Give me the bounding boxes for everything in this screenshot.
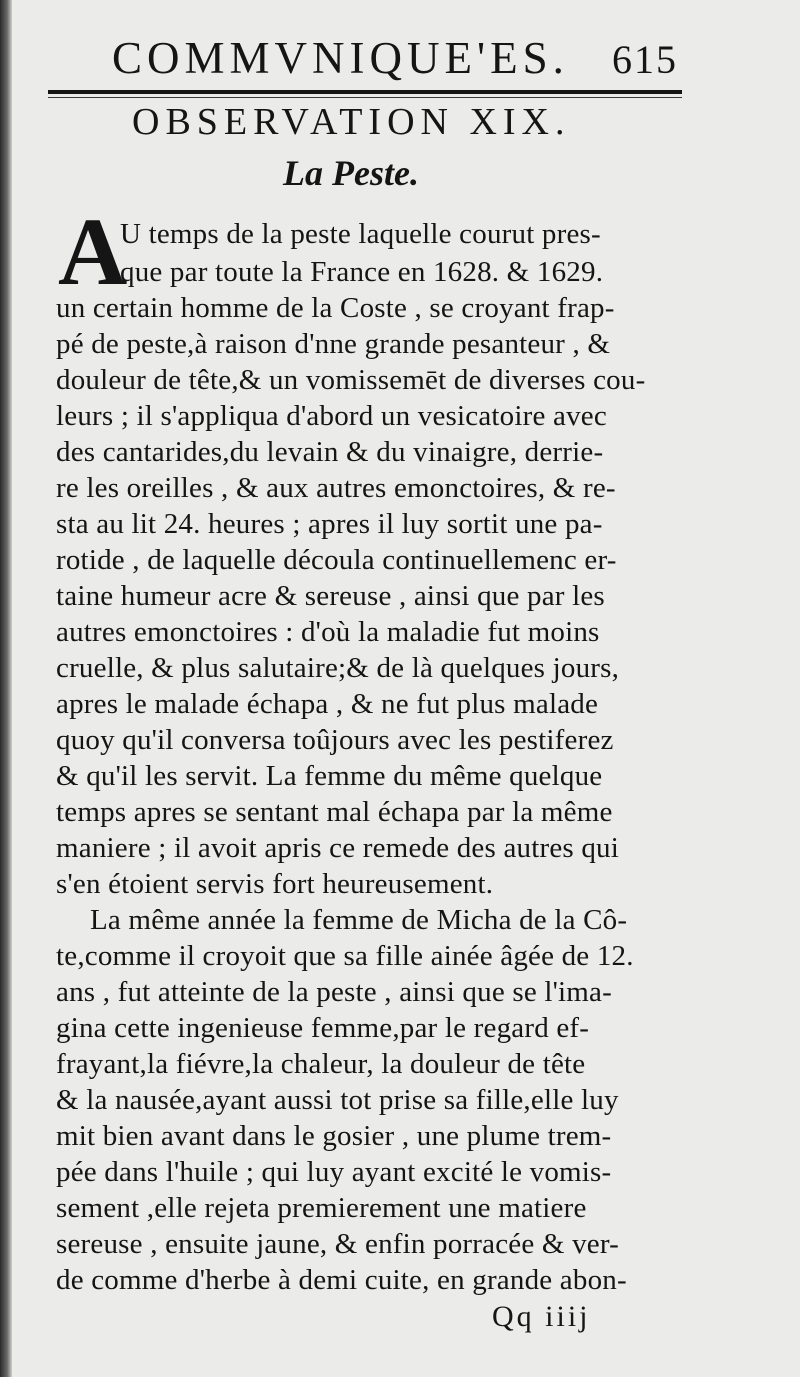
page-number: 615	[612, 37, 678, 82]
text-line: pée dans l'huile ; qui luy ayant excité le vomis-	[56, 1156, 612, 1188]
text-line: La même année la femme de Micha de la Cô-	[90, 904, 628, 936]
text-line: des cantarides,du levain & du vinaigre, derrie-	[56, 436, 604, 468]
text-line: apres le malade échapa , & ne fut plus malade	[56, 688, 599, 720]
text-line: de comme d'herbe à demi cuite, en grande abon-	[56, 1264, 627, 1296]
text-line: gina cette ingenieuse femme,par le regard ef-	[56, 1012, 590, 1044]
text-line: s'en étoient servis fort heureusement.	[56, 868, 494, 900]
text-line: un certain homme de la Coste , se croyant frap-	[56, 292, 615, 324]
text-line: mit bien avant dans le gosier , une plume trem-	[56, 1120, 612, 1152]
text-line: rotide , de laquelle découla continuellemenc er-	[56, 544, 617, 576]
text-line: frayant,la fiévre,la chaleur, la douleur de tête	[56, 1048, 586, 1080]
text-line: temps apres se sentant mal échapa par la même	[56, 796, 613, 828]
text-line: sereuse , ensuite jaune, & enfin porracée & ver-	[56, 1228, 619, 1260]
text-line: maniere ; il avoit apris ce remede des autres qui	[56, 832, 619, 864]
text-line: re les oreilles , & aux autres emonctoires, & re-	[56, 472, 616, 504]
running-title: COMMVNIQUE'ES.	[112, 33, 569, 83]
text-line: te,comme il croyoit que sa fille ainée âgée de 12.	[56, 940, 634, 972]
text-line: ans , fut atteinte de la peste , ainsi que se l'ima-	[56, 976, 612, 1008]
text-line: douleur de tête,& un vomissemēt de diverses cou-	[56, 364, 646, 396]
drop-cap: A	[58, 198, 128, 305]
text-line: taine humeur acre & sereuse , ainsi que par les	[56, 580, 605, 612]
observation-subtitle: La Peste.	[283, 153, 419, 193]
text-line: que par toute la France en 1628. & 1629.	[120, 256, 604, 288]
text-line: sta au lit 24. heures ; apres il luy sortit une pa-	[56, 508, 603, 540]
text-line: quoy qu'il conversa toûjours avec les pestiferez	[56, 724, 614, 756]
text-line: leurs ; il s'appliqua d'abord un vesicatoire avec	[56, 400, 607, 432]
text-line: & qu'il les servit. La femme du même quelque	[56, 760, 603, 792]
observation-title: OBSERVATION XIX.	[132, 101, 571, 143]
text-line: & la nausée,ayant aussi tot prise sa fille,elle luy	[56, 1084, 619, 1116]
text-line: cruelle, & plus salutaire;& de là quelques jours,	[56, 652, 620, 684]
text-line: U temps de la peste laquelle courut pres-	[120, 218, 601, 250]
signature-mark: Qq iiij	[492, 1300, 591, 1333]
text-line: sement ,elle rejeta premierement une matiere	[56, 1192, 587, 1224]
text-line: pé de peste,à raison d'nne grande pesanteur , &	[56, 328, 611, 360]
text-line: autres emonctoires : d'où la maladie fut moins	[56, 616, 600, 648]
